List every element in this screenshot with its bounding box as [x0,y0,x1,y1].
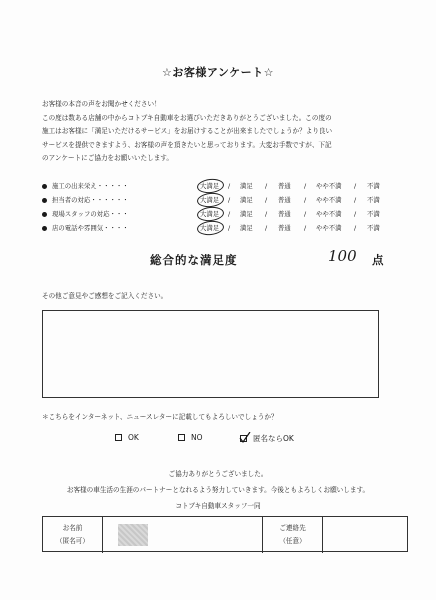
contact-info-table [42,516,408,552]
rating-option-very-satisfied[interactable]: 大満足 [200,182,220,190]
rating-item-label: 店の電話や雰囲気・・・・ [52,224,129,232]
thanks-line: ご協力ありがとうございました。 [168,470,268,478]
option-separator: / [304,182,307,190]
comment-label: その他ご意見やご感想をご記入ください。 [42,292,168,300]
bullet-icon [42,226,47,231]
rating-option-satisfied[interactable]: 満足 [240,196,253,204]
name-label: お名前 [62,524,83,532]
partner-line: お客様の車生活の生涯のパートナーとなれるよう努力していきます。今後ともよろしくお願いします。 [66,486,370,494]
option-separator: / [304,196,307,204]
residence-sub-label: （任意） [279,537,306,545]
residence-label-cell [263,517,323,553]
rating-option-very-satisfied[interactable]: 大満足 [200,196,220,204]
checkbox-icon[interactable] [115,434,122,441]
rating-option-unsatisfied[interactable]: 不満 [367,196,380,204]
option-separator: / [354,182,357,190]
intro-line: サービスを提供できますよう、お客様の声を頂きたいと思っております。大変お手数ですが、下記 [42,140,332,149]
residence-label: ご連絡先 [279,524,306,532]
intro-line: 施工はお客様に「満足いただけるサービス」をお届けすることが出来ましたでしょうか？より良い [42,127,333,136]
rating-item-label: 担当者の対応・・・・・・ [52,196,129,204]
rating-option-very-satisfied[interactable]: 大満足 [200,210,220,218]
option-separator: / [265,224,268,232]
publish-option-ok[interactable] [115,433,139,442]
checkbox-icon[interactable] [178,434,185,441]
publish-option-anonymous-ok[interactable] [240,433,294,444]
publish-option-no[interactable] [178,433,203,442]
comment-box[interactable] [42,310,379,398]
checkbox-icon[interactable] [240,435,247,442]
rating-option-unsatisfied[interactable]: 不満 [367,210,380,218]
residence-field[interactable] [323,517,407,553]
option-separator: / [228,196,231,204]
rating-option-unsatisfied[interactable]: 不満 [367,224,380,232]
check-mark-icon [239,432,251,444]
intro-text [42,98,402,166]
rating-option-neutral[interactable]: 普通 [278,224,291,232]
overall-score[interactable]: 100 [328,247,357,265]
rating-option-satisfied[interactable]: 満足 [240,210,253,218]
rating-option-neutral[interactable]: 普通 [278,210,291,218]
redacted-name [118,524,148,546]
rating-option-somewhat-unsatisfied[interactable]: やや不満 [316,224,342,232]
option-separator: / [304,210,307,218]
intro-line: お客様の本音の声をお聞かせください！ [42,100,161,108]
option-separator: / [304,224,307,232]
rating-option-somewhat-unsatisfied[interactable]: やや不満 [316,182,342,190]
option-separator: / [228,182,231,190]
publish-question: ＊こちらをインターネット、ニュースレターに記載してもよろしいでしょうか？ [42,413,278,421]
option-separator: / [265,182,268,190]
rating-option-satisfied[interactable]: 満足 [240,182,253,190]
option-separator: / [265,210,268,218]
option-separator: / [354,210,357,218]
rating-option-unsatisfied[interactable]: 不満 [367,182,380,190]
rating-option-neutral[interactable]: 普通 [278,182,291,190]
bullet-icon [42,212,47,217]
rating-item-label: 現場スタッフの対応・・・ [52,210,129,218]
option-separator: / [228,224,231,232]
name-sub-label: （匿名可） [56,537,89,545]
option-separator: / [265,196,268,204]
option-separator: / [354,224,357,232]
intro-line: のアンケートにご協力をお願いいたします。 [42,154,173,163]
rating-option-somewhat-unsatisfied[interactable]: やや不満 [316,210,342,218]
staff-signature: コトブキ自動車スタッフ一同 [175,502,261,510]
rating-option-neutral[interactable]: 普通 [278,196,291,204]
option-separator: / [228,210,231,218]
overall-satisfaction-label: 総合的な満足度 [150,253,238,267]
bullet-icon [42,184,47,189]
rating-item-label: 施工の出来栄え・・・・・ [52,182,129,190]
publish-option-label: OK [128,433,139,442]
bullet-icon [42,198,47,203]
score-unit: 点 [372,253,384,267]
rating-option-somewhat-unsatisfied[interactable]: やや不満 [316,196,342,204]
name-label-cell [43,517,103,553]
option-separator: / [354,196,357,204]
rating-option-satisfied[interactable]: 満足 [240,224,253,232]
publish-option-label: 匿名ならOK [253,434,294,443]
survey-title: ☆お客様アンケート☆ [161,66,275,79]
intro-line: この度は数ある店舗の中からコトブキ自動車をお選びいただきありがとうございました。この度の [42,113,332,122]
rating-option-very-satisfied[interactable]: 大満足 [200,224,220,232]
publish-option-label: NO [191,433,203,442]
